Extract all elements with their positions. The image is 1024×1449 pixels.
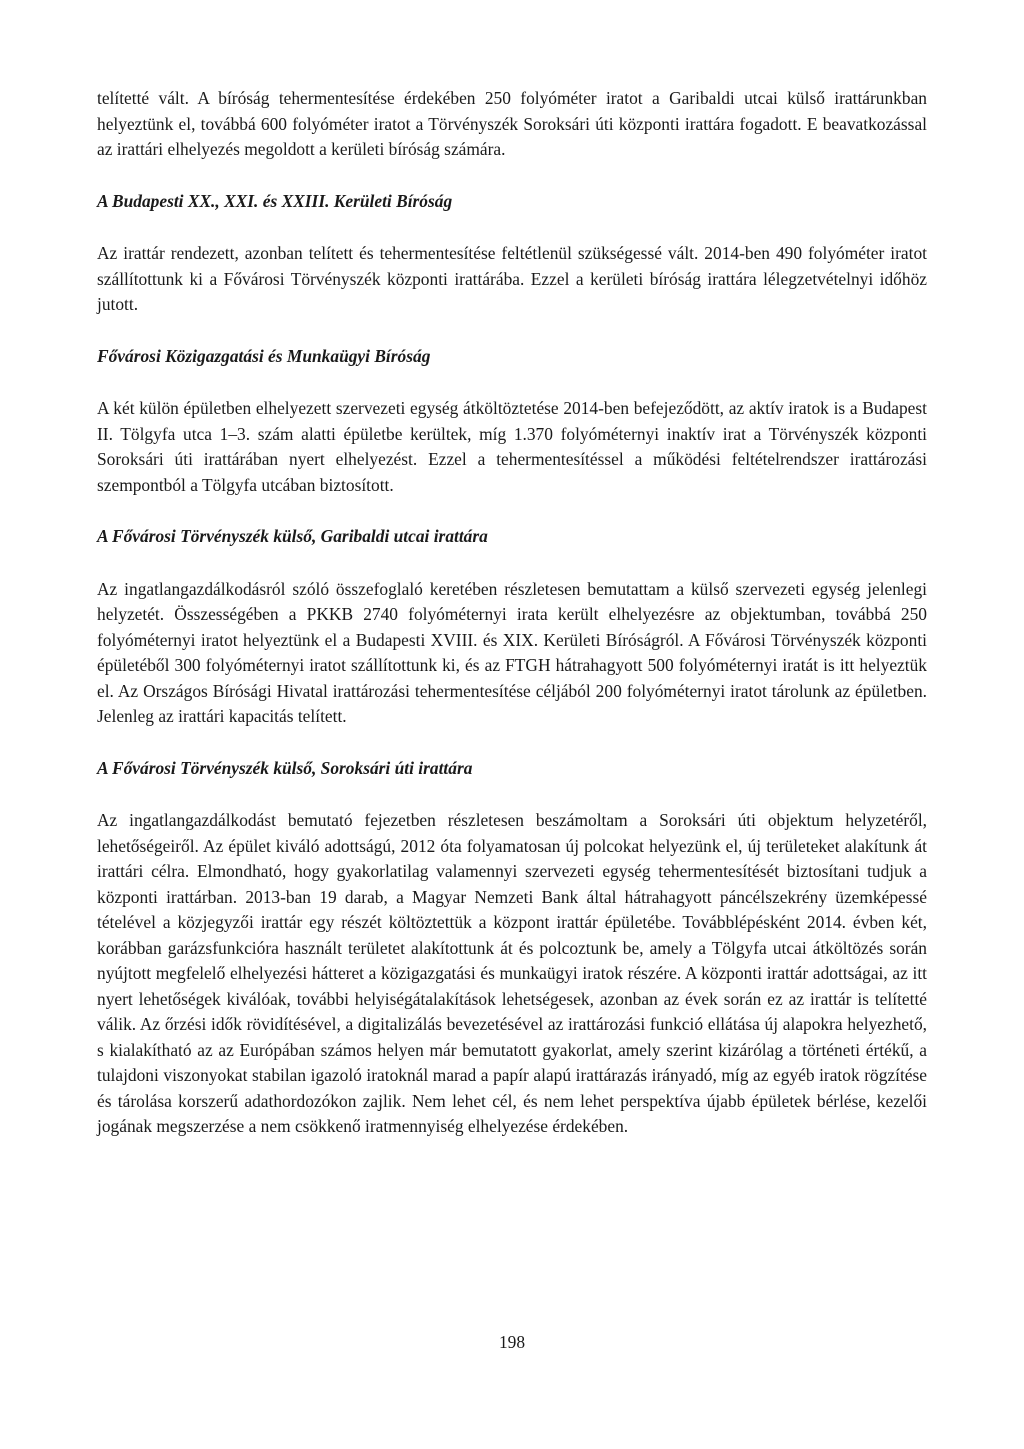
paragraph-archive-relief: telítetté vált. A bíróság tehermentesítése érdekében 250 folyóméter iratot a Garibaldi utcai külső irattárunkban helyeztünk el, továbbá 600 folyóméter iratot a Törvényszék Soroksári úti központi irattára fogadott. E beavatkozással az irattári elhelyezés megoldott a kerületi bíróság számára. [97,88,927,159]
heading-soroksari-archive: A Fővárosi Törvényszék külső, Soroksári úti irattára [97,757,473,778]
heading-district-court-xx-xxi-xxiii: A Budapesti XX., XXI. és XXIII. Kerületi Bíróság [97,190,453,211]
document-page [97,86,927,1140]
heading-administrative-labour-court: Fővárosi Közigazgatási és Munkaügyi Bíróság [97,345,431,366]
paragraph-district-court-archive: Az irattár rendezett, azonban telített és tehermentesítése feltétlenül szükségessé vált. 2014-ben 490 folyóméter iratot szállítottunk ki a Fővárosi Törvényszék központi irattárába. Ezzel a kerületi bíróság irattára lélegzetvételnyi időhöz jutott. [97,243,927,314]
page-number: 198 [498,1332,526,1352]
heading-garibaldi-archive: A Fővárosi Törvényszék külső, Garibaldi utcai irattára [97,526,488,546]
paragraph-soroksari-archive: Az ingatlangazdálkodást bemutató fejezetben részletesen beszámoltam a Soroksári úti objektum helyzetéről, lehetőségeiről. Az épület kiváló adottságú, 2012 óta folyamatosan új polcokat helyezünk el, új területeket alakítunk át irattári célra. Elmondható, hogy gyakorlatilag valamennyi szervezeti egység tehermentesítését biztosítani tudjuk a központi irattárban. 2013-ban 19 darab, a Magyar Nemzeti Bank által hátrahagyott páncélszekrény üzemképessé tételével a közjegyzői irattár egy részét költöztettük a központ irattár épületébe. Továbblépésként 2014. évben két, korábban garázsfunkcióra használt területet alakítottunk át és polcoztunk be, amely a Tölgyfa utcai átköltözés során nyújtott megfelelő elhelyezési hátteret a közigazgatási és munkaügyi iratok részére. A központi irattár adottságai, az itt nyert lehetőségek kiválóak, további helyiségátalakítások lehetségesek, azonban az évek során ez az irattár is telítetté válik. Az őrzési idők rövidítésével, a digitalizálás bevezetésével az irattározási funkció ellátása új alapokra helyezhető, s kialakítható az az Európában számos helyen már bemutatott gyakorlat, amely szerint kizárólag a történeti értékű, a tulajdoni viszonyokat stabilan igazoló iratoknál marad a papír alapú irattárazás irányadó, míg az egyéb iratok rögzítése és tárolása korszerű adathordozókon zajlik. Nem lehet cél, és nem lehet perspektíva újabb épületek bérlése, kezelői jogának megszerzése a nem csökkenő iratmennyiség elhelyezése érdekében. [97,810,927,1136]
paragraph-administrative-court-relocation: A két külön épületben elhelyezett szervezeti egység átköltöztetése 2014-ben befejeződött, az aktív iratok is a Budapest II. Tölgyfa utca 1–3. szám alatti épületbe kerültek, míg 1.370 folyóméternyi inaktív irat a Törvényszék központi Soroksári úti irattárában nyert elhelyezést. Ezzel a tehermentesítéssel a működési feltételrendszer irattározási szempontból a Tölgyfa utcában biztosított. [97,398,927,495]
paragraph-garibaldi-archive: Az ingatlangazdálkodásról szóló összefoglaló keretében részletesen bemutattam a külső szervezeti egység jelenlegi helyzetét. Összességében a PKKB 2740 folyóméternyi irata került elhelyezésre az objektumban, továbbá 250 folyóméternyi iratot helyeztünk el a Budapesti XVIII. és XIX. Kerületi Bíróságról. A Fővárosi Törvényszék központi épületéből 300 folyóméternyi iratot szállítottunk ki, és az FTGH hátrahagyott 500 folyóméternyi iratát is itt helyeztük el. Az Országos Bírósági Hivatal irattározási tehermentesítése céljából 200 folyóméternyi iratot tárolunk az épületben. Jelenleg az irattári kapacitás telített. [97,578,927,726]
